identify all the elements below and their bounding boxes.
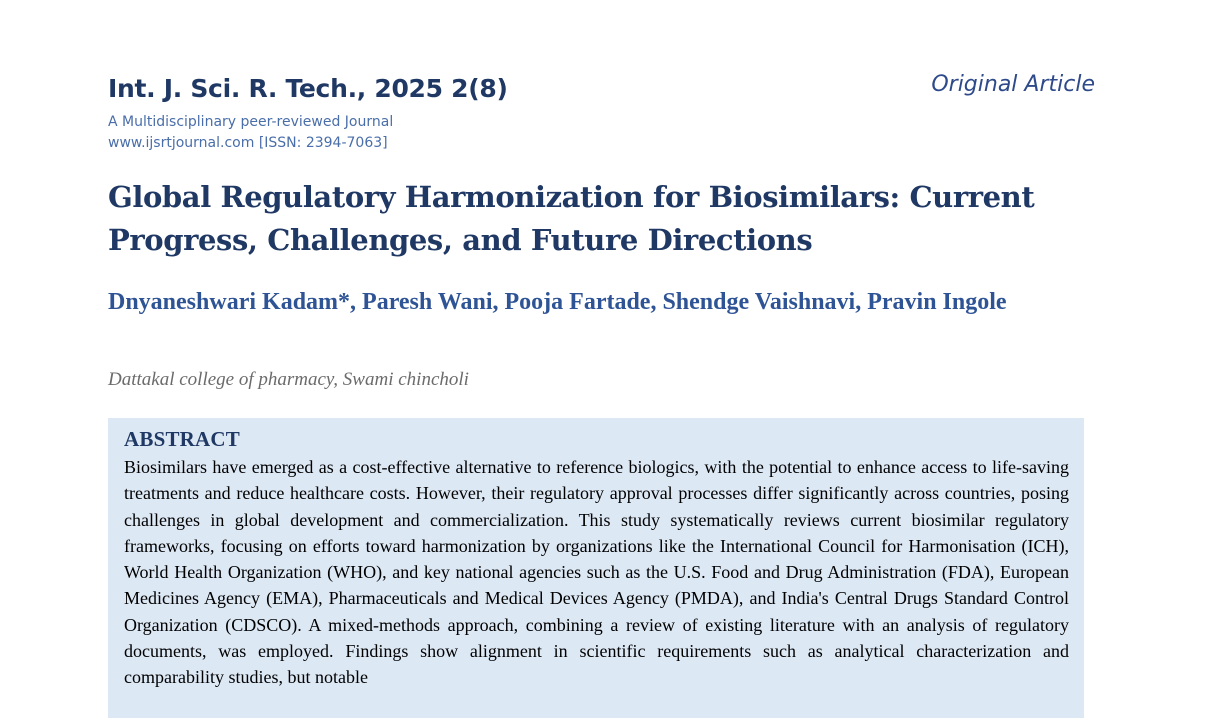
journal-website[interactable]: www.ijsrtjournal.com [ISSN: 2394-7063] — [108, 135, 388, 151]
author-affiliation: Dattakal college of pharmacy, Swami chincholi — [108, 369, 469, 390]
abstract-section — [108, 418, 1084, 718]
author-list: Dnyaneshwari Kadam*, Paresh Wani, Pooja Fartade, Shendge Vaishnavi, Pravin Ingole — [108, 289, 1007, 315]
abstract-text: Biosimilars have emerged as a cost-effective alternative to reference biologics, with the potential to enhance access to life-saving treatments and reduce healthcare costs. However, their regulatory approval processes differ significantly across countries, posing challenges in global development and commercialization. This study systematically reviews current biosimilar regulatory frameworks, focusing on efforts toward harmonization by organizations like the International Council for Harmonisation (ICH), World Health Organization (WHO), and key national agencies such as the U.S. Food and Drug Administration (FDA), European Medicines Agency (EMA), Pharmaceuticals and Medical Devices Agency (PMDA), and India's Central Drugs Standard Control Organization (CDSCO). A mixed-methods approach, combining a review of existing literature with an analysis of regulatory documents, was employed. Findings show alignment in scientific requirements such as analytical characterization and comparability studies, but notable — [124, 457, 1069, 688]
abstract-heading: ABSTRACT — [124, 427, 240, 451]
paper-title: Global Regulatory Harmonization for Biosimilars: Current Progress, Challenges, and Future Directions — [108, 180, 1035, 257]
journal-citation: Int. J. Sci. R. Tech., 2025 2(8) — [108, 74, 508, 103]
journal-description: A Multidisciplinary peer-reviewed Journal — [108, 114, 394, 130]
article-type-label: Original Article — [931, 72, 1095, 97]
